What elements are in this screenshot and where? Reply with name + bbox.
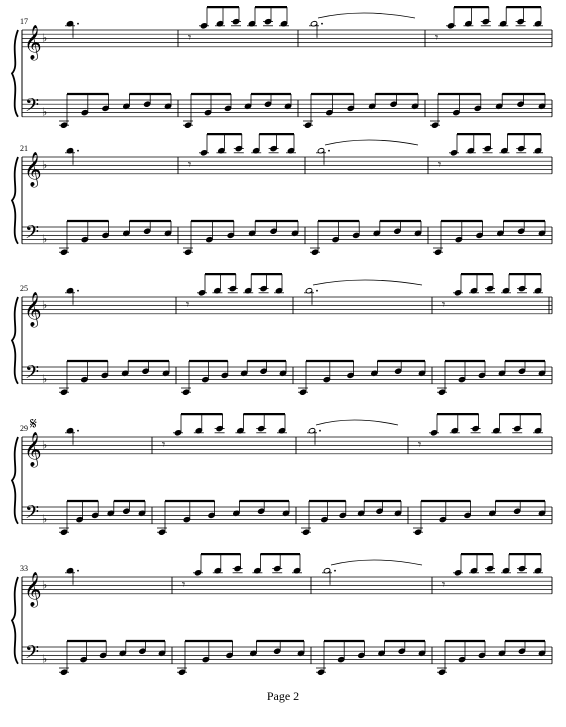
note-head [323, 376, 330, 382]
note-head [224, 105, 231, 111]
note-head [80, 656, 87, 662]
note-head [484, 145, 491, 151]
note-head [338, 656, 345, 662]
note-head [264, 18, 271, 24]
note-head [204, 109, 211, 115]
key-signature-flat: ♭ [42, 31, 48, 45]
note-head [455, 236, 462, 242]
note-head [235, 145, 242, 151]
eighth-rest: 𝄾 [182, 577, 186, 592]
dot [321, 23, 323, 25]
treble-clef: 𝄞 [24, 571, 42, 607]
note-head [304, 122, 311, 128]
system-brace [12, 577, 18, 664]
key-signature-flat: ♭ [42, 438, 48, 452]
note-head [332, 236, 339, 242]
note-head [517, 101, 524, 107]
tie [316, 420, 398, 425]
note-head [274, 648, 281, 654]
note-head [311, 249, 318, 255]
treble-clef: 𝄞 [24, 291, 42, 327]
note-head [183, 516, 190, 522]
note-head [358, 652, 365, 658]
note-head [60, 389, 67, 395]
tie [331, 560, 422, 565]
measure-number: 17 [20, 17, 28, 26]
note-head [518, 565, 525, 571]
note-head [200, 150, 207, 156]
note-head [202, 656, 209, 662]
note-head [353, 232, 360, 238]
bass-clef: 𝄢 [25, 362, 40, 388]
eighth-rest: 𝄾 [186, 297, 190, 312]
note-head [260, 368, 267, 374]
key-signature-flat: ♭ [42, 105, 48, 119]
dot [319, 430, 321, 432]
note-head [454, 290, 461, 296]
eighth-rest: 𝄾 [442, 577, 446, 592]
note-head [123, 508, 130, 514]
eighth-rest: 𝄾 [162, 437, 166, 452]
note-head [158, 529, 165, 535]
note-head [229, 285, 236, 291]
segno-sign: 𝄋 [30, 414, 37, 433]
treble-notes [65, 134, 543, 171]
system-brace [12, 30, 18, 117]
note-head [464, 512, 471, 518]
note-head [202, 376, 209, 382]
note-head [453, 109, 460, 115]
dot [316, 290, 318, 292]
key-signature-flat: ♭ [42, 232, 48, 246]
note-head [518, 368, 525, 374]
key-signature-flat: ♭ [42, 512, 48, 526]
note-head [184, 249, 191, 255]
measure-number: 25 [20, 284, 28, 293]
note-head [81, 236, 88, 242]
treble-notes [65, 7, 543, 44]
measure-number: 33 [20, 564, 28, 573]
score-system [12, 414, 552, 535]
treble-notes [65, 554, 543, 591]
note-head [326, 109, 333, 115]
note-head [486, 565, 493, 571]
dot [77, 23, 79, 25]
key-signature-flat: ♭ [42, 652, 48, 666]
note-head [486, 285, 493, 291]
eighth-rest: 𝄾 [418, 437, 422, 452]
note-head [208, 512, 215, 518]
treble-staff [22, 25, 552, 61]
note-head [347, 372, 354, 378]
system-brace [12, 437, 18, 524]
score-system [12, 134, 552, 255]
note-head [194, 570, 201, 576]
note-head [347, 105, 354, 111]
bass-notes [59, 221, 546, 255]
note-head [317, 669, 324, 675]
key-signature-flat: ♭ [42, 298, 48, 312]
note-head [518, 285, 525, 291]
note-head [221, 372, 228, 378]
note-head [478, 372, 485, 378]
system-brace [12, 297, 18, 384]
note-head [92, 512, 99, 518]
note-head [144, 101, 151, 107]
bass-notes [59, 641, 546, 675]
note-head [144, 228, 151, 234]
bass-notes [59, 94, 546, 128]
note-head [198, 290, 205, 296]
note-head [102, 232, 109, 238]
note-head [414, 529, 421, 535]
note-head [260, 285, 267, 291]
note-head [390, 101, 397, 107]
note-head [482, 18, 489, 24]
note-head [474, 105, 481, 111]
score-system [12, 554, 552, 675]
note-head [264, 101, 271, 107]
bass-staff [22, 223, 552, 248]
dot [334, 570, 336, 572]
eighth-rest: 𝄾 [438, 157, 442, 172]
eighth-rest: 𝄾 [188, 30, 192, 45]
note-head [434, 249, 441, 255]
note-head [206, 236, 213, 242]
note-head [398, 648, 405, 654]
dot [77, 570, 79, 572]
note-head [339, 512, 346, 518]
note-head [60, 249, 67, 255]
note-head [139, 648, 146, 654]
note-head [76, 516, 83, 522]
treble-staff [22, 572, 552, 608]
note-head [142, 368, 149, 374]
note-head [302, 529, 309, 535]
treble-clef: 𝄞 [24, 24, 42, 60]
note-head [450, 150, 457, 156]
note-head [60, 529, 67, 535]
score-system [12, 7, 552, 128]
note-head [430, 430, 437, 436]
tie [313, 280, 422, 285]
note-head [178, 669, 185, 675]
treble-clef: 𝄞 [24, 151, 42, 187]
note-head [100, 652, 107, 658]
note-head [394, 228, 401, 234]
note-head [60, 122, 67, 128]
page-number: Page 2 [266, 689, 300, 703]
note-head [514, 425, 521, 431]
note-head [514, 508, 521, 514]
note-head [395, 368, 402, 374]
note-head [431, 122, 438, 128]
note-head [81, 376, 88, 382]
eighth-rest: 𝄾 [442, 297, 446, 312]
bass-clef: 𝄢 [25, 222, 40, 248]
note-head [81, 109, 88, 115]
dot [328, 150, 330, 152]
dot [77, 430, 79, 432]
note-head [518, 145, 525, 151]
treble-clef: 𝄞 [24, 431, 42, 467]
note-head [174, 430, 181, 436]
note-head [439, 516, 446, 522]
note-head [102, 105, 109, 111]
score-system [12, 274, 552, 395]
bass-notes [59, 361, 546, 395]
treble-notes [65, 274, 543, 311]
bass-notes [59, 501, 546, 535]
measure-number: 21 [20, 144, 28, 153]
measure-number: 29 [20, 424, 28, 433]
note-head [517, 18, 524, 24]
note-head [270, 228, 277, 234]
eighth-rest: 𝄾 [188, 157, 192, 172]
note-head [270, 145, 277, 151]
bass-clef: 𝄢 [25, 502, 40, 528]
note-head [438, 389, 445, 395]
dot [77, 290, 79, 292]
eighth-rest: 𝄾 [435, 30, 439, 45]
key-signature-flat: ♭ [42, 578, 48, 592]
note-head [472, 425, 479, 431]
note-head [518, 648, 525, 654]
key-signature-flat: ♭ [42, 372, 48, 386]
bass-clef: 𝄢 [25, 642, 40, 668]
note-head [274, 565, 281, 571]
note-head [184, 122, 191, 128]
note-head [258, 508, 265, 514]
tie [325, 140, 418, 145]
dot [77, 150, 79, 152]
note-head [234, 565, 241, 571]
note-head [101, 372, 108, 378]
note-head [447, 23, 454, 29]
system-brace [12, 157, 18, 244]
note-head [458, 376, 465, 382]
note-head [458, 656, 465, 662]
treble-notes [65, 414, 543, 451]
treble-staff [22, 152, 552, 188]
tie [318, 13, 415, 18]
note-head [200, 23, 207, 29]
note-head [226, 652, 233, 658]
note-head [321, 516, 328, 522]
treble-staff [22, 292, 552, 328]
note-head [60, 669, 67, 675]
note-head [518, 228, 525, 234]
note-head [182, 389, 189, 395]
note-head [376, 508, 383, 514]
note-head [232, 18, 239, 24]
note-head [227, 232, 234, 238]
note-head [438, 669, 445, 675]
bass-clef: 𝄢 [25, 95, 40, 121]
note-head [299, 389, 306, 395]
note-head [478, 652, 485, 658]
note-head [476, 232, 483, 238]
treble-staff [22, 432, 552, 468]
note-head [216, 425, 223, 431]
key-signature-flat: ♭ [42, 158, 48, 172]
note-head [258, 425, 265, 431]
note-head [454, 570, 461, 576]
